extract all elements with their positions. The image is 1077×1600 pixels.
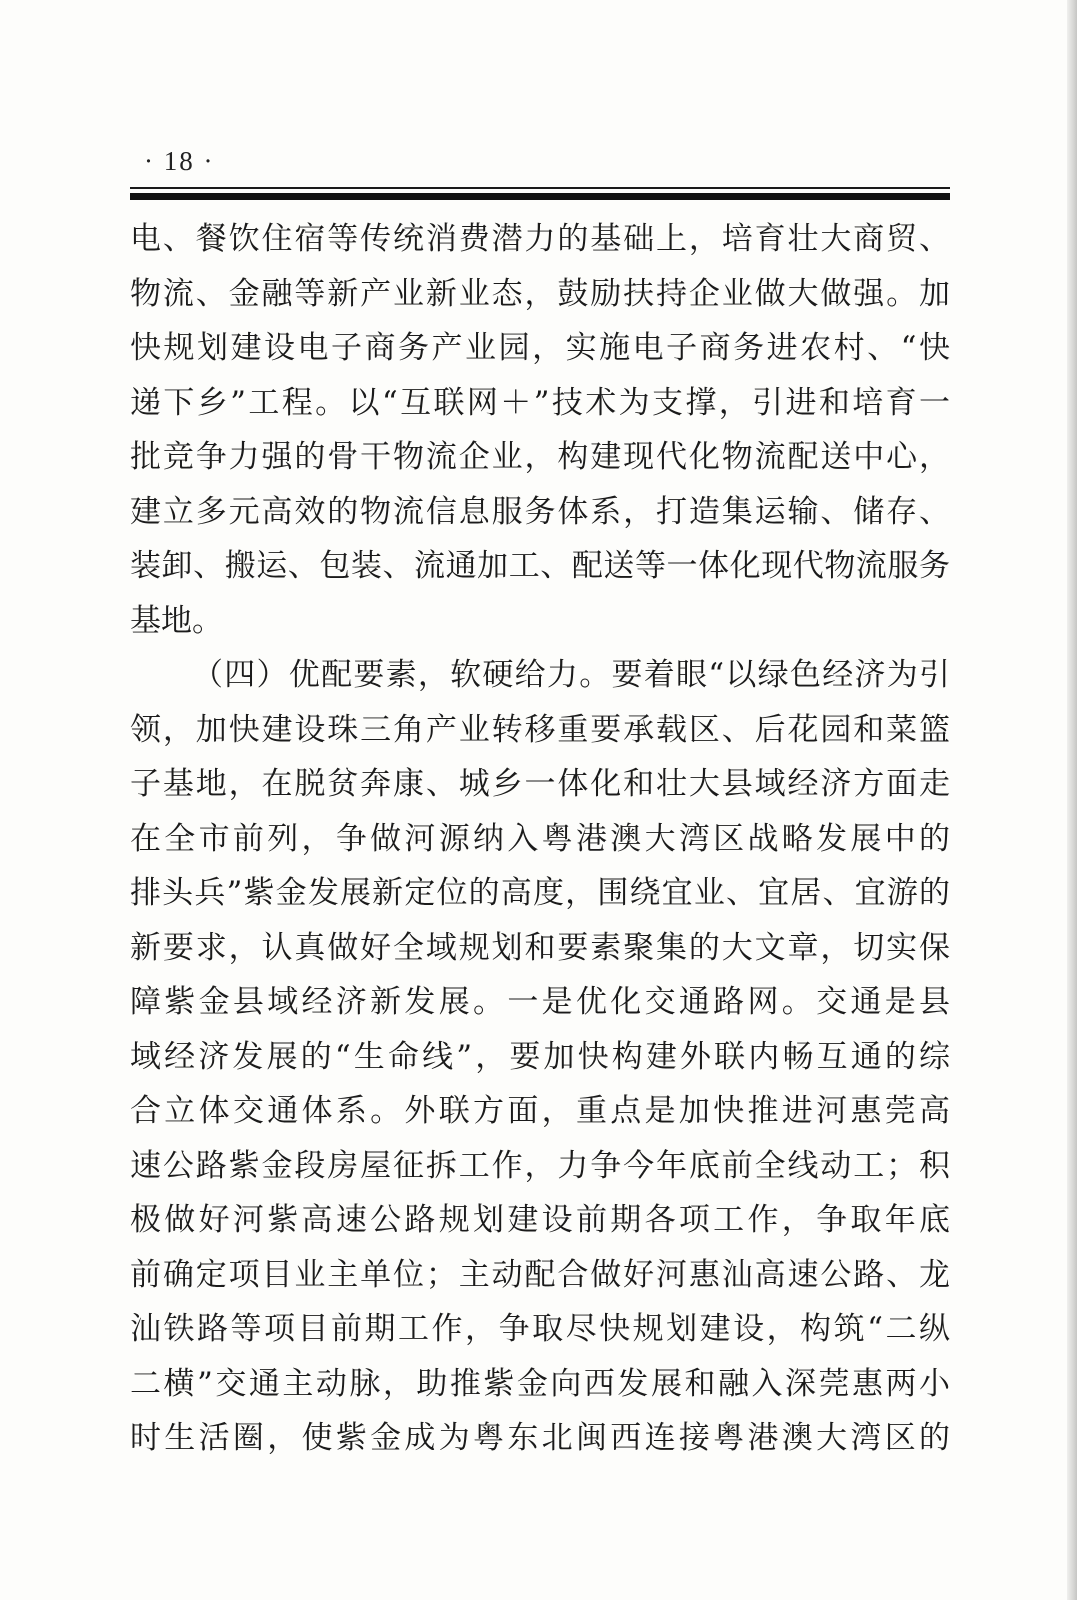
text-line: 装卸、搬运、包装、流通加工、配送等一体化现代物流服务: [130, 548, 950, 584]
text-line: 极做好河紫高速公路规划建设前期各项工作，争取年底: [130, 1202, 950, 1238]
body-text: [130, 212, 950, 1466]
text-line: 速公路紫金段房屋征拆工作，力争今年底前全线动工；积: [130, 1147, 950, 1184]
text-line: 时生活圈，使紫金成为粤东北闽西连接粤港澳大湾区的: [130, 1420, 950, 1456]
text-line: 快规划建设电子商务产业园，实施电子商务进农村、“快: [130, 330, 950, 366]
text-line: 新要求，认真做好全域规划和要素聚集的大文章，切实保: [130, 929, 950, 966]
section-heading: （四）优配要素，软硬给力。: [192, 657, 612, 693]
text-line: 二横”交通主动脉，助推紫金向西发展和融入深莞惠两小: [130, 1365, 950, 1402]
text-line: 领，加快建设珠三角产业转移重要承载区、后花园和菜篮: [130, 711, 950, 748]
text-line: 批竞争力强的骨干物流企业，构建现代化物流配送中心，: [130, 439, 950, 475]
text-line: 在全市前列，争做河源纳入粤港澳大湾区战略发展中的: [130, 820, 950, 857]
header-rule-thin: [130, 187, 950, 189]
section-first-line-text: 要着眼“以绿色经济为引: [611, 657, 951, 693]
page-number: · 18 ·: [144, 146, 215, 176]
text-line: 前确定项目业主单位；主动配合做好河惠汕高速公路、龙: [130, 1256, 950, 1293]
text-line: 合立体交通体系。外联方面，重点是加快推进河惠莞高: [130, 1093, 950, 1129]
page-edge-shadow: [1067, 0, 1077, 1600]
text-line: 域经济发展的“生命线”，要加快构建外联内畅互通的综: [130, 1038, 950, 1075]
header-rule-thick: [130, 193, 950, 200]
text-line: 物流、金融等新产业新业态，鼓励扶持企业做大做强。加: [130, 275, 950, 312]
text-line: 基地。: [130, 602, 223, 639]
text-line: 排头兵”紫金发展新定位的高度，围绕宜业、宜居、宜游的: [130, 875, 950, 911]
section-first-line: [130, 648, 950, 703]
text-line: 子基地，在脱贫奔康、城乡一体化和壮大县域经济方面走: [130, 766, 950, 802]
text-line: 递下乡”工程。以“互联网＋”技术为支撑，引进和培育一: [130, 384, 950, 421]
text-line: 建立多元高效的物流信息服务体系，打造集运输、储存、: [130, 493, 950, 530]
text-line: 障紫金县域经济新发展。一是优化交通路网。交通是县: [130, 984, 950, 1020]
page-header: [130, 142, 950, 202]
text-line: 电、餐饮住宿等传统消费潜力的基础上，培育壮大商贸、: [130, 221, 950, 257]
text-line: 汕铁路等项目前期工作，争取尽快规划建设，构筑“二纵: [130, 1311, 950, 1347]
